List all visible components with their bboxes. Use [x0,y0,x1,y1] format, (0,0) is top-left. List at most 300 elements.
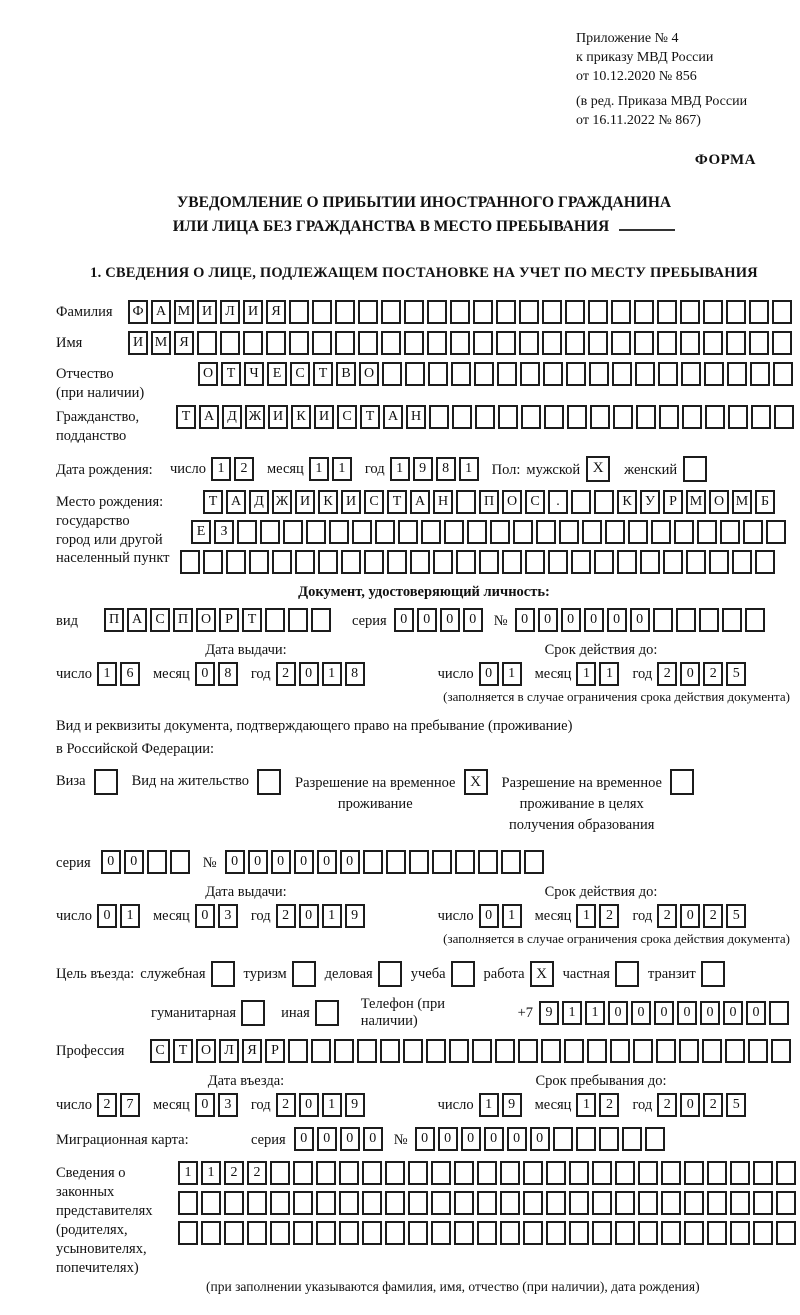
form-cell[interactable] [566,362,586,386]
form-cell[interactable] [773,362,793,386]
form-cell[interactable] [658,362,678,386]
form-cell[interactable] [657,300,677,324]
form-cell[interactable] [382,362,402,386]
form-cell[interactable]: Т [387,490,407,514]
form-cell[interactable] [426,1039,446,1063]
form-cell[interactable] [260,520,280,544]
form-cell[interactable]: Д [249,490,269,514]
form-cell[interactable] [501,850,521,874]
form-cell[interactable] [226,550,246,574]
form-cell[interactable]: 0 [248,850,268,874]
form-cell[interactable]: 1 [576,1093,596,1117]
form-cell[interactable] [477,1221,497,1245]
form-cell[interactable] [409,850,429,874]
form-cell[interactable] [704,362,724,386]
form-cell[interactable] [170,850,190,874]
form-cell[interactable] [615,1221,635,1245]
form-cell[interactable] [293,1161,313,1185]
form-cell[interactable] [571,490,591,514]
form-cell[interactable]: 0 [608,1001,628,1025]
form-cell[interactable] [203,550,223,574]
form-cell[interactable]: 1 [178,1161,198,1185]
form-cell[interactable]: 1 [502,662,522,686]
form-cell[interactable] [521,405,541,429]
form-cell[interactable]: 2 [234,457,254,481]
form-cell[interactable] [703,300,723,324]
form-cell[interactable] [569,1191,589,1215]
form-cell[interactable] [702,1039,722,1063]
form-cell[interactable]: 2 [276,662,296,686]
form-cell[interactable] [638,1191,658,1215]
purpose-tourism-checkbox[interactable] [292,961,316,987]
form-cell[interactable] [565,300,585,324]
form-cell[interactable] [559,520,579,544]
form-cell[interactable]: 0 [677,1001,697,1025]
form-cell[interactable]: Л [219,1039,239,1063]
form-cell[interactable]: О [359,362,379,386]
form-cell[interactable] [387,550,407,574]
form-cell[interactable] [381,300,401,324]
form-cell[interactable] [605,520,625,544]
form-cell[interactable] [520,362,540,386]
form-cell[interactable] [224,1221,244,1245]
form-cell[interactable]: 0 [271,850,291,874]
form-cell[interactable] [316,1191,336,1215]
form-cell[interactable] [421,520,441,544]
form-cell[interactable] [536,520,556,544]
form-cell[interactable]: 0 [340,1127,360,1151]
form-cell[interactable] [295,550,315,574]
form-cell[interactable]: 0 [607,608,627,632]
form-cell[interactable] [726,300,746,324]
form-cell[interactable] [661,1221,681,1245]
form-cell[interactable] [705,405,725,429]
form-cell[interactable] [707,1161,727,1185]
form-cell[interactable] [727,362,747,386]
form-cell[interactable] [753,1221,773,1245]
form-cell[interactable] [592,1191,612,1215]
form-cell[interactable]: А [199,405,219,429]
form-cell[interactable] [316,1221,336,1245]
form-cell[interactable]: Н [406,405,426,429]
form-cell[interactable] [653,608,673,632]
form-cell[interactable]: 0 [584,608,604,632]
form-cell[interactable] [385,1161,405,1185]
form-cell[interactable] [594,490,614,514]
form-cell[interactable]: 1 [201,1161,221,1185]
form-cell[interactable] [500,1221,520,1245]
form-cell[interactable] [582,520,602,544]
form-cell[interactable] [265,608,285,632]
form-cell[interactable]: 2 [703,904,723,928]
form-cell[interactable] [498,405,518,429]
form-cell[interactable]: М [174,300,194,324]
form-cell[interactable] [661,1191,681,1215]
form-cell[interactable]: Я [266,300,286,324]
form-cell[interactable] [404,331,424,355]
form-cell[interactable] [385,1191,405,1215]
form-cell[interactable] [474,362,494,386]
form-cell[interactable] [681,362,701,386]
form-cell[interactable] [634,300,654,324]
form-cell[interactable]: Т [173,1039,193,1063]
form-cell[interactable] [247,1191,267,1215]
form-cell[interactable]: Е [267,362,287,386]
form-cell[interactable] [682,405,702,429]
form-cell[interactable] [546,1221,566,1245]
form-cell[interactable]: К [617,490,637,514]
form-cell[interactable]: Б [755,490,775,514]
form-cell[interactable]: 9 [345,904,365,928]
form-cell[interactable] [635,362,655,386]
form-cell[interactable]: 7 [120,1093,140,1117]
form-cell[interactable]: Т [221,362,241,386]
form-cell[interactable]: 0 [195,1093,215,1117]
form-cell[interactable] [490,520,510,544]
form-cell[interactable] [722,608,742,632]
form-cell[interactable] [405,362,425,386]
form-cell[interactable] [380,1039,400,1063]
form-cell[interactable] [615,1161,635,1185]
form-cell[interactable] [429,405,449,429]
form-cell[interactable]: Т [360,405,380,429]
form-cell[interactable]: 0 [225,850,245,874]
form-cell[interactable] [358,331,378,355]
form-cell[interactable] [475,405,495,429]
form-cell[interactable] [473,331,493,355]
form-cell[interactable] [776,1191,796,1215]
form-cell[interactable]: 1 [97,662,117,686]
form-cell[interactable] [339,1161,359,1185]
form-cell[interactable] [272,550,292,574]
form-cell[interactable] [661,1161,681,1185]
form-cell[interactable]: 2 [276,1093,296,1117]
form-cell[interactable] [352,520,372,544]
form-cell[interactable] [645,1127,665,1151]
form-cell[interactable] [680,300,700,324]
form-cell[interactable]: Ж [245,405,265,429]
form-cell[interactable]: 1 [211,457,231,481]
form-cell[interactable] [293,1191,313,1215]
form-cell[interactable] [201,1221,221,1245]
form-cell[interactable] [329,520,349,544]
form-cell[interactable]: 0 [299,1093,319,1117]
form-cell[interactable] [612,362,632,386]
form-cell[interactable]: П [173,608,193,632]
form-cell[interactable]: 0 [561,608,581,632]
form-cell[interactable] [381,331,401,355]
form-cell[interactable] [237,520,257,544]
form-cell[interactable] [335,300,355,324]
form-cell[interactable] [431,1161,451,1185]
form-cell[interactable] [456,490,476,514]
form-cell[interactable]: 1 [502,904,522,928]
form-cell[interactable]: И [295,490,315,514]
form-cell[interactable]: И [341,490,361,514]
form-cell[interactable] [546,1161,566,1185]
form-cell[interactable] [615,1191,635,1215]
form-cell[interactable] [316,1161,336,1185]
form-cell[interactable]: 0 [317,1127,337,1151]
form-cell[interactable] [709,550,729,574]
form-cell[interactable]: 0 [299,662,319,686]
form-cell[interactable]: 8 [436,457,456,481]
form-cell[interactable]: 0 [630,608,650,632]
form-cell[interactable]: Р [219,608,239,632]
form-cell[interactable] [622,1127,642,1151]
form-cell[interactable]: О [709,490,729,514]
form-cell[interactable]: 1 [459,457,479,481]
form-cell[interactable] [613,405,633,429]
form-cell[interactable] [590,405,610,429]
purpose-study-checkbox[interactable] [451,961,475,987]
form-cell[interactable]: 2 [703,1093,723,1117]
form-cell[interactable] [454,1161,474,1185]
form-cell[interactable] [408,1221,428,1245]
form-cell[interactable] [500,1161,520,1185]
form-cell[interactable] [477,1161,497,1185]
form-cell[interactable]: Т [242,608,262,632]
form-cell[interactable] [502,550,522,574]
form-cell[interactable] [497,362,517,386]
form-cell[interactable] [477,1191,497,1215]
form-cell[interactable]: М [151,331,171,355]
form-cell[interactable] [569,1221,589,1245]
form-cell[interactable] [444,520,464,544]
form-cell[interactable]: Т [176,405,196,429]
form-cell[interactable]: Ф [128,300,148,324]
temp-residence-checkbox[interactable]: X [464,769,488,795]
form-cell[interactable] [576,1127,596,1151]
form-cell[interactable] [270,1221,290,1245]
form-cell[interactable]: 0 [631,1001,651,1025]
form-cell[interactable] [201,1191,221,1215]
form-cell[interactable] [386,850,406,874]
form-cell[interactable]: 0 [538,608,558,632]
form-cell[interactable] [749,331,769,355]
form-cell[interactable]: 1 [576,904,596,928]
form-cell[interactable] [467,520,487,544]
form-cell[interactable]: 0 [479,904,499,928]
form-cell[interactable] [519,300,539,324]
form-cell[interactable] [663,550,683,574]
form-cell[interactable] [220,331,240,355]
form-cell[interactable] [728,405,748,429]
purpose-transit-checkbox[interactable] [701,961,725,987]
form-cell[interactable] [743,520,763,544]
form-cell[interactable] [774,405,794,429]
form-cell[interactable] [427,331,447,355]
form-cell[interactable]: . [548,490,568,514]
form-cell[interactable] [456,550,476,574]
form-cell[interactable]: П [104,608,124,632]
form-cell[interactable]: Е [191,520,211,544]
form-cell[interactable]: 2 [703,662,723,686]
form-cell[interactable]: И [128,331,148,355]
form-cell[interactable] [599,1127,619,1151]
form-cell[interactable] [610,1039,630,1063]
form-cell[interactable]: 1 [322,662,342,686]
form-cell[interactable] [452,405,472,429]
form-cell[interactable]: 9 [413,457,433,481]
form-cell[interactable] [283,520,303,544]
form-cell[interactable] [636,405,656,429]
form-cell[interactable] [306,520,326,544]
form-cell[interactable] [588,331,608,355]
form-cell[interactable]: А [410,490,430,514]
form-cell[interactable] [454,1221,474,1245]
form-cell[interactable]: 0 [484,1127,504,1151]
purpose-other-checkbox[interactable] [315,1000,339,1026]
form-cell[interactable] [473,300,493,324]
form-cell[interactable] [243,331,263,355]
form-cell[interactable] [385,1221,405,1245]
form-cell[interactable] [288,608,308,632]
purpose-work-checkbox[interactable]: X [530,961,554,987]
form-cell[interactable] [454,1191,474,1215]
form-cell[interactable]: А [127,608,147,632]
form-cell[interactable] [726,331,746,355]
form-cell[interactable] [684,1161,704,1185]
form-cell[interactable]: 0 [479,662,499,686]
form-cell[interactable] [523,1191,543,1215]
form-cell[interactable]: 0 [417,608,437,632]
form-cell[interactable] [676,608,696,632]
form-cell[interactable] [592,1161,612,1185]
form-cell[interactable]: 0 [515,608,535,632]
form-cell[interactable]: 8 [218,662,238,686]
form-cell[interactable] [449,1039,469,1063]
form-cell[interactable]: П [479,490,499,514]
form-cell[interactable] [730,1161,750,1185]
form-cell[interactable] [293,1221,313,1245]
form-cell[interactable] [147,850,167,874]
purpose-business-checkbox[interactable] [378,961,402,987]
form-cell[interactable] [178,1191,198,1215]
form-cell[interactable]: Р [265,1039,285,1063]
form-cell[interactable]: 0 [101,850,121,874]
form-cell[interactable] [567,405,587,429]
form-cell[interactable] [638,1221,658,1245]
form-cell[interactable]: 1 [120,904,140,928]
form-cell[interactable]: К [291,405,311,429]
form-cell[interactable] [270,1191,290,1215]
form-cell[interactable] [772,300,792,324]
form-cell[interactable] [680,331,700,355]
form-cell[interactable]: 5 [726,1093,746,1117]
form-cell[interactable] [720,520,740,544]
purpose-humanitarian-checkbox[interactable] [241,1000,265,1026]
form-cell[interactable] [178,1221,198,1245]
form-cell[interactable]: 6 [120,662,140,686]
form-cell[interactable]: Ж [272,490,292,514]
form-cell[interactable] [594,550,614,574]
form-cell[interactable] [750,362,770,386]
form-cell[interactable] [270,1161,290,1185]
form-cell[interactable] [659,405,679,429]
form-cell[interactable]: 0 [440,608,460,632]
form-cell[interactable]: 2 [599,1093,619,1117]
form-cell[interactable]: 0 [195,904,215,928]
form-cell[interactable] [753,1191,773,1215]
form-cell[interactable] [478,850,498,874]
form-cell[interactable] [311,1039,331,1063]
form-cell[interactable]: Ч [244,362,264,386]
purpose-private-checkbox[interactable] [615,961,639,987]
form-cell[interactable] [427,300,447,324]
form-cell[interactable] [523,1221,543,1245]
form-cell[interactable]: С [150,608,170,632]
form-cell[interactable] [432,850,452,874]
form-cell[interactable]: 0 [294,1127,314,1151]
form-cell[interactable]: 0 [746,1001,766,1025]
form-cell[interactable] [339,1191,359,1215]
form-cell[interactable] [772,331,792,355]
form-cell[interactable]: 5 [726,662,746,686]
form-cell[interactable] [542,331,562,355]
form-cell[interactable] [565,331,585,355]
form-cell[interactable] [617,550,637,574]
form-cell[interactable] [500,1191,520,1215]
form-cell[interactable]: А [383,405,403,429]
form-cell[interactable] [403,1039,423,1063]
form-cell[interactable]: 0 [654,1001,674,1025]
form-cell[interactable]: А [151,300,171,324]
form-cell[interactable]: И [268,405,288,429]
form-cell[interactable] [543,362,563,386]
form-cell[interactable]: С [290,362,310,386]
form-cell[interactable] [771,1039,791,1063]
form-cell[interactable]: 8 [345,662,365,686]
form-cell[interactable] [553,1127,573,1151]
form-cell[interactable]: 0 [723,1001,743,1025]
form-cell[interactable]: Н [433,490,453,514]
form-cell[interactable] [431,1221,451,1245]
form-cell[interactable]: И [243,300,263,324]
form-cell[interactable] [588,300,608,324]
form-cell[interactable]: 0 [700,1001,720,1025]
form-cell[interactable]: 2 [247,1161,267,1185]
form-cell[interactable] [753,1161,773,1185]
form-cell[interactable] [496,331,516,355]
form-cell[interactable] [633,1039,653,1063]
form-cell[interactable]: 1 [562,1001,582,1025]
temp-residence-education-checkbox[interactable] [670,769,694,795]
form-cell[interactable]: 2 [657,662,677,686]
form-cell[interactable]: М [686,490,706,514]
form-cell[interactable]: 9 [539,1001,559,1025]
residence-permit-checkbox[interactable] [257,769,281,795]
form-cell[interactable] [495,1039,515,1063]
form-cell[interactable] [699,608,719,632]
form-cell[interactable]: 9 [345,1093,365,1117]
form-cell[interactable]: Я [174,331,194,355]
form-cell[interactable] [408,1191,428,1215]
form-cell[interactable] [180,550,200,574]
form-cell[interactable]: 1 [322,1093,342,1117]
form-cell[interactable]: 0 [680,904,700,928]
form-cell[interactable] [197,331,217,355]
form-cell[interactable] [730,1191,750,1215]
form-cell[interactable]: О [502,490,522,514]
form-cell[interactable] [589,362,609,386]
form-cell[interactable] [404,300,424,324]
form-cell[interactable]: 2 [224,1161,244,1185]
form-cell[interactable]: Р [663,490,683,514]
form-cell[interactable] [247,1221,267,1245]
form-cell[interactable] [755,550,775,574]
form-cell[interactable] [748,1039,768,1063]
